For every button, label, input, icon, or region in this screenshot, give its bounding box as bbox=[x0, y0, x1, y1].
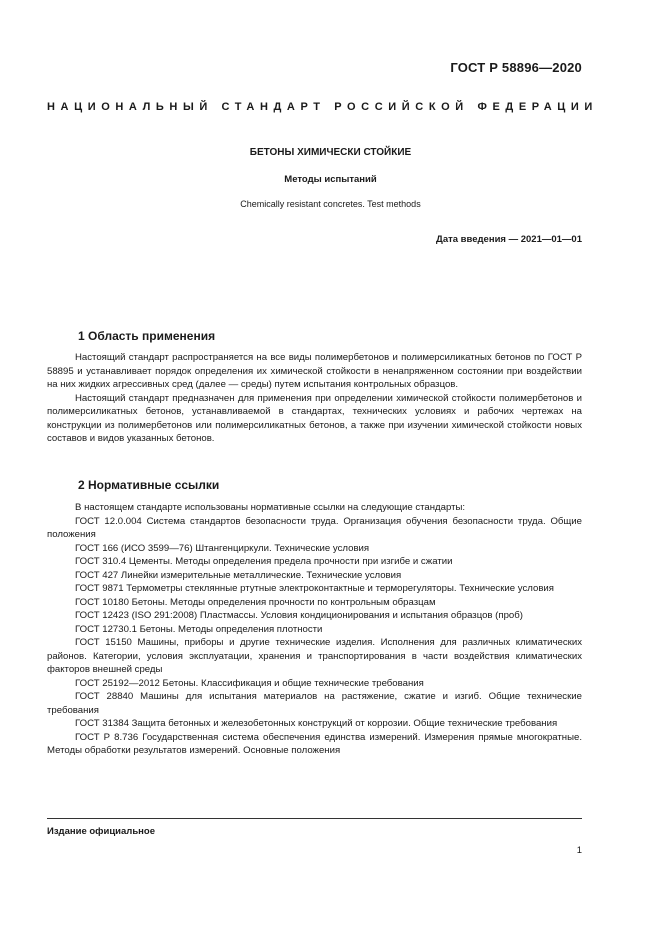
paragraph: Настоящий стандарт предназначен для применения при определении химической стойкости полимербетонов и полимерсиликатных бетонов, устанавливаемой в стандартах, технических условиях и рабочих чертежах на конструкции из полимербетонов или полимерсиликатных бетонов, а также при изучении химической стойкости новых составов и видов указанных бетонов. bbox=[47, 392, 582, 444]
national-standard-heading: НАЦИОНАЛЬНЫЙ СТАНДАРТ РОССИЙСКОЙ ФЕДЕРАЦИИ bbox=[47, 101, 598, 113]
reference-item: ГОСТ 427 Линейки измерительные металлические. Технические условия bbox=[75, 569, 402, 581]
reference-item: ГОСТ 31384 Защита бетонных и железобетонных конструкций от коррозии. Общие технические требования bbox=[75, 718, 558, 729]
reference-item: ГОСТ 12423 (ISO 291:2008) Пластмассы. Условия кондиционирования и испытания образцов (проб) bbox=[75, 610, 523, 621]
reference-item: ГОСТ 12.0.004 Система стандартов безопасности труда. Организация обучения безопасности труда. Общие положения bbox=[47, 515, 582, 540]
official-edition-label: Издание официальное bbox=[47, 826, 155, 837]
reference-item: ГОСТ 310.4 Цементы. Методы определения предела прочности при изгибе и сжатии bbox=[75, 556, 453, 567]
section-1-body bbox=[47, 351, 582, 446]
section-2-body bbox=[47, 501, 582, 758]
reference-item: ГОСТ 12730.1 Бетоны. Методы определения плотности bbox=[75, 623, 323, 635]
page-number: 1 bbox=[576, 845, 582, 856]
reference-item: ГОСТ 10180 Бетоны. Методы определения прочности по контрольным образцам bbox=[75, 596, 436, 608]
footer-divider bbox=[47, 818, 582, 819]
introduction-date: Дата введения — 2021—01—01 bbox=[436, 234, 582, 245]
document-title: БЕТОНЫ ХИМИЧЕСКИ СТОЙКИЕ bbox=[249, 147, 412, 158]
document-title-english: Chemically resistant concretes. Test methods bbox=[240, 199, 421, 209]
reference-item: ГОСТ Р 8.736 Государственная система обеспечения единства измерений. Измерения прямые многократные. Методы обработки результатов измерений. Основные положения bbox=[47, 731, 582, 756]
reference-item: ГОСТ 15150 Машины, приборы и другие технические изделия. Исполнения для различных климатических районов. Категории, условия эксплуатации, хранения и транспортирования в части воздействия климатических факторов внешней среды bbox=[47, 637, 582, 675]
reference-item: ГОСТ 25192—2012 Бетоны. Классификация и общие технические требования bbox=[75, 677, 424, 689]
document-subtitle: Методы испытаний bbox=[284, 174, 377, 185]
paragraph: Настоящий стандарт распространяется на все виды полимербетонов и полимерсиликатных бетонов по ГОСТ Р 58895 и устанавливает порядок определения их химической стойкости в ненапряженном состоянии при воздействии на них жидких агрессивных сред (далее — среды) путем испытания контрольных образцов. bbox=[47, 352, 582, 390]
paragraph: В настоящем стандарте использованы нормативные ссылки на следующие стандарты: bbox=[75, 502, 466, 513]
reference-item: ГОСТ 9871 Термометры стеклянные ртутные электроконтактные и терморегуляторы. Технические условия bbox=[75, 583, 554, 594]
section-2-heading: 2 Нормативные ссылки bbox=[78, 478, 220, 492]
reference-item: ГОСТ 28840 Машины для испытания материалов на растяжение, сжатие и изгиб. Общие технические требования bbox=[47, 691, 582, 716]
section-1-heading: 1 Область применения bbox=[78, 329, 216, 343]
reference-item: ГОСТ 166 (ИСО 3599—76) Штангенциркули. Технические условия bbox=[75, 542, 370, 554]
document-number: ГОСТ Р 58896—2020 bbox=[450, 60, 582, 75]
